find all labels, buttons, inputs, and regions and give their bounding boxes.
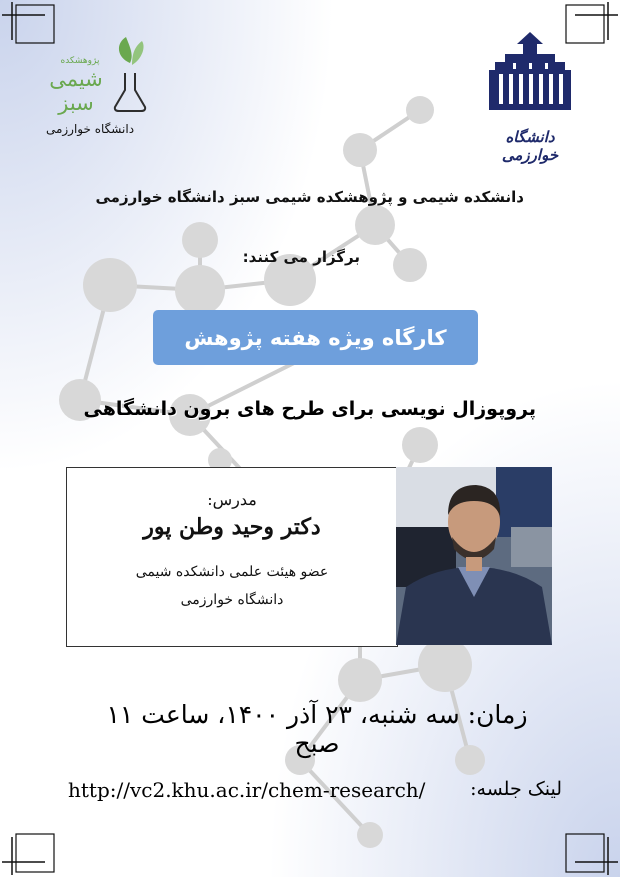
instructor-name: دکتر وحید وطن پور bbox=[143, 514, 321, 540]
hosts-line: برگزار می کنند: bbox=[242, 248, 360, 266]
logo-university: دانشگاه خوارزمی bbox=[45, 122, 135, 136]
instructor-label: مدرس: bbox=[207, 490, 257, 509]
session-link-url[interactable]: http://vc2.khu.ac.ir/chem-research/ bbox=[68, 778, 426, 802]
instructor-photo bbox=[396, 467, 552, 645]
workshop-banner: کارگاه ویژه هفته پژوهش bbox=[153, 310, 478, 365]
instructor-card bbox=[66, 467, 398, 647]
university-caption: دانشگاه خوارزمی bbox=[501, 128, 559, 164]
instructor-position: عضو هیئت علمی دانشکده شیمی bbox=[135, 564, 329, 580]
schedule-line: زمان: سه شنبه، ۲۳ آذر ۱۴۰۰، ساعت ۱۱ صبح bbox=[106, 700, 528, 758]
logo-subtitle: پژوهشکده bbox=[60, 56, 100, 66]
university-emblem-icon bbox=[485, 30, 575, 115]
session-link-label: لینک جلسه: bbox=[470, 778, 562, 800]
logo-line1: شیمی bbox=[49, 67, 103, 91]
instructor-affiliation: دانشگاه خوارزمی bbox=[180, 592, 284, 608]
person-photo-icon bbox=[396, 467, 552, 645]
green-chemistry-logo bbox=[36, 35, 146, 145]
corner-frame-bottom-right bbox=[560, 817, 620, 877]
logo-line2: سبز bbox=[58, 91, 94, 115]
organizers-line: دانشکده شیمی و پژوهشکده شیمی سبز دانشگاه خوارزمی bbox=[95, 188, 524, 206]
workshop-topic: پروپوزال نویسی برای طرح های برون دانشگاهی bbox=[83, 398, 536, 420]
corner-frame-bottom-left bbox=[0, 817, 60, 877]
university-logo bbox=[485, 30, 575, 165]
flask-leaf-icon bbox=[112, 35, 148, 115]
